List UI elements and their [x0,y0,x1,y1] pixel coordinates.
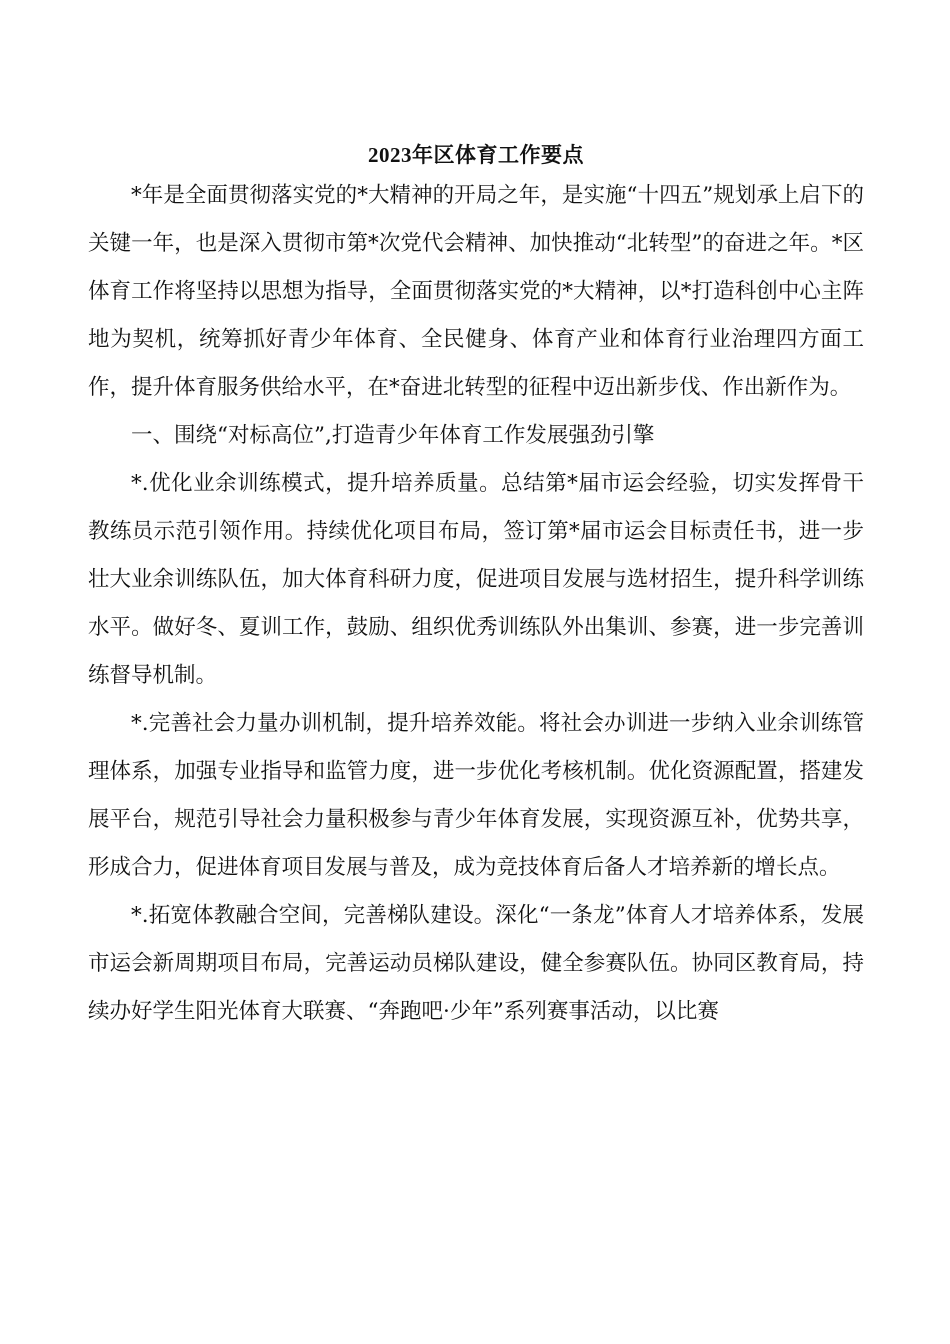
intro-paragraph: *年是全面贯彻落实党的*大精神的开局之年，是实施“十四五”规划承上启下的关键一年，也是深入贯彻市第*次党代会精神、加快推动“北转型”的奋进之年。*区体育工作将坚持以思想为指导，全面贯彻落实党的*大精神，以*打造科创中心主阵地为契机，统筹抓好青少年体育、全民健身、体育产业和体育行业治理四方面工作，提升体育服务供给水平，在*奋进北转型的征程中迈出新步伐、作出新作为。 [88,183,864,400]
section-heading: 一、围绕“对标高位”,打造青少年体育工作发展强劲引擎 [131,423,655,448]
document-title: 2023年区体育工作要点 [368,143,584,167]
document-page [88,130,864,1036]
paragraph-sports-education: *.拓宽体教融合空间，完善梯队建设。深化“一条龙”体育人才培养体系，发展市运会新周期项目布局，完善运动员梯队建设，健全参赛队伍。协同区教育局，持续办好学生阳光体育大联赛、“奔跑吧·少年”系列赛事活动，以比赛 [88,903,864,1024]
paragraph-training-mode: *.优化业余训练模式，提升培养质量。总结第*届市运会经验，切实发挥骨干教练员示范引领作用。持续优化项目布局，签订第*届市运会目标责任书，进一步壮大业余训练队伍，加大体育科研力度，促进项目发展与选材招生，提升科学训练水平。做好冬、夏训工作，鼓励、组织优秀训练队外出集训、参赛，进一步完善训练督导机制。 [88,471,864,688]
paragraph-social-training: *.完善社会力量办训机制，提升培养效能。将社会办训进一步纳入业余训练管理体系，加强专业指导和监管力度，进一步优化考核机制。优化资源配置，搭建发展平台，规范引导社会力量积极参与青少年体育发展，实现资源互补，优势共享，形成合力，促进体育项目发展与普及，成为竞技体育后备人才培养新的增长点。 [88,711,864,880]
